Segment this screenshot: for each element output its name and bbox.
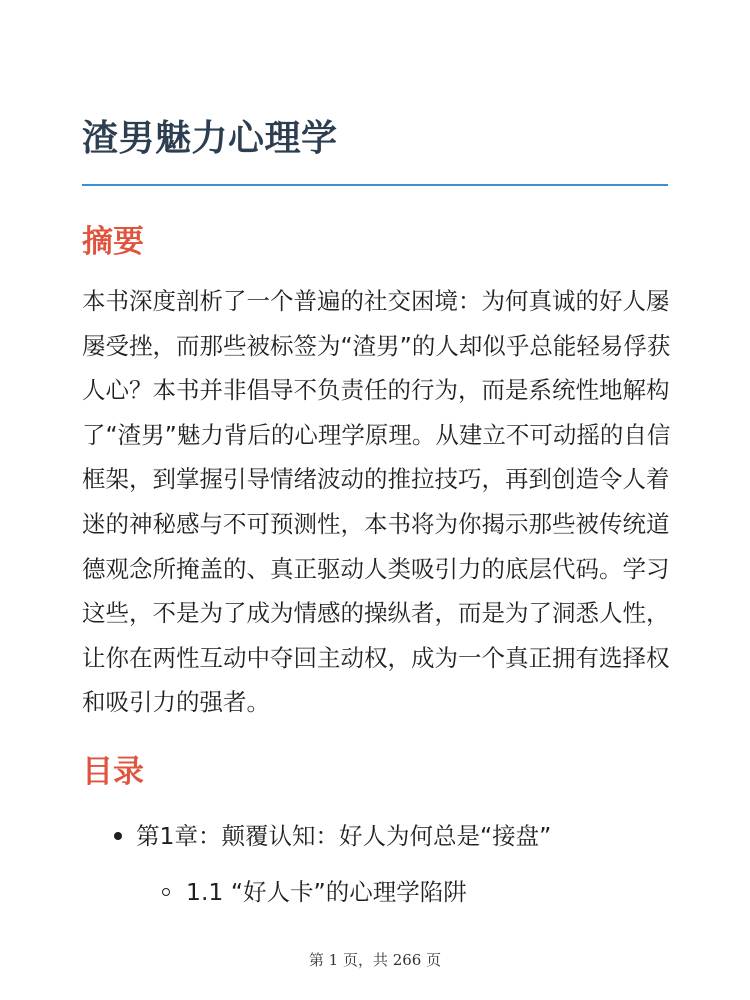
toc-chapter-label: 第1章：颠覆认知：好人为何总是“接盘” <box>136 822 552 850</box>
page-number-footer: 第 1 页，共 266 页 <box>308 951 442 969</box>
document-title: 渣男魅力心理学 <box>82 118 338 159</box>
toc-section-1-1[interactable] <box>162 872 467 912</box>
abstract-heading: 摘要 <box>82 224 144 260</box>
title-divider <box>82 184 668 186</box>
toc-heading: 目录 <box>82 754 144 790</box>
bullet-disc-icon <box>114 832 122 840</box>
abstract-text: 本书深度剖析了一个普遍的社交困境：为何真诚的好人屡屡受挫，而那些被标签为“渣男”的人却似乎总能轻易俘获人心？本书并非倡导不负责任的行为，而是系统性地解构了“渣男”魅力背后的心理学原理。从建立不可动摇的自信框架，到掌握引导情绪波动的推拉技巧，再到创造令人着迷的神秘感与不可预测性，本书将为你揭示那些被传统道德观念所掩盖的、真正驱动人类吸引力的底层代码。学习这些，不是为了成为情感的操纵者，而是为了洞悉人性，让你在两性互动中夺回主动权，成为一个真正拥有选择权和吸引力的强者。 <box>82 287 671 717</box>
bullet-circle-icon <box>162 888 170 896</box>
toc-chapter-1[interactable] <box>114 816 551 856</box>
toc-section-label: 1.1 “好人卡”的心理学陷阱 <box>186 878 467 906</box>
